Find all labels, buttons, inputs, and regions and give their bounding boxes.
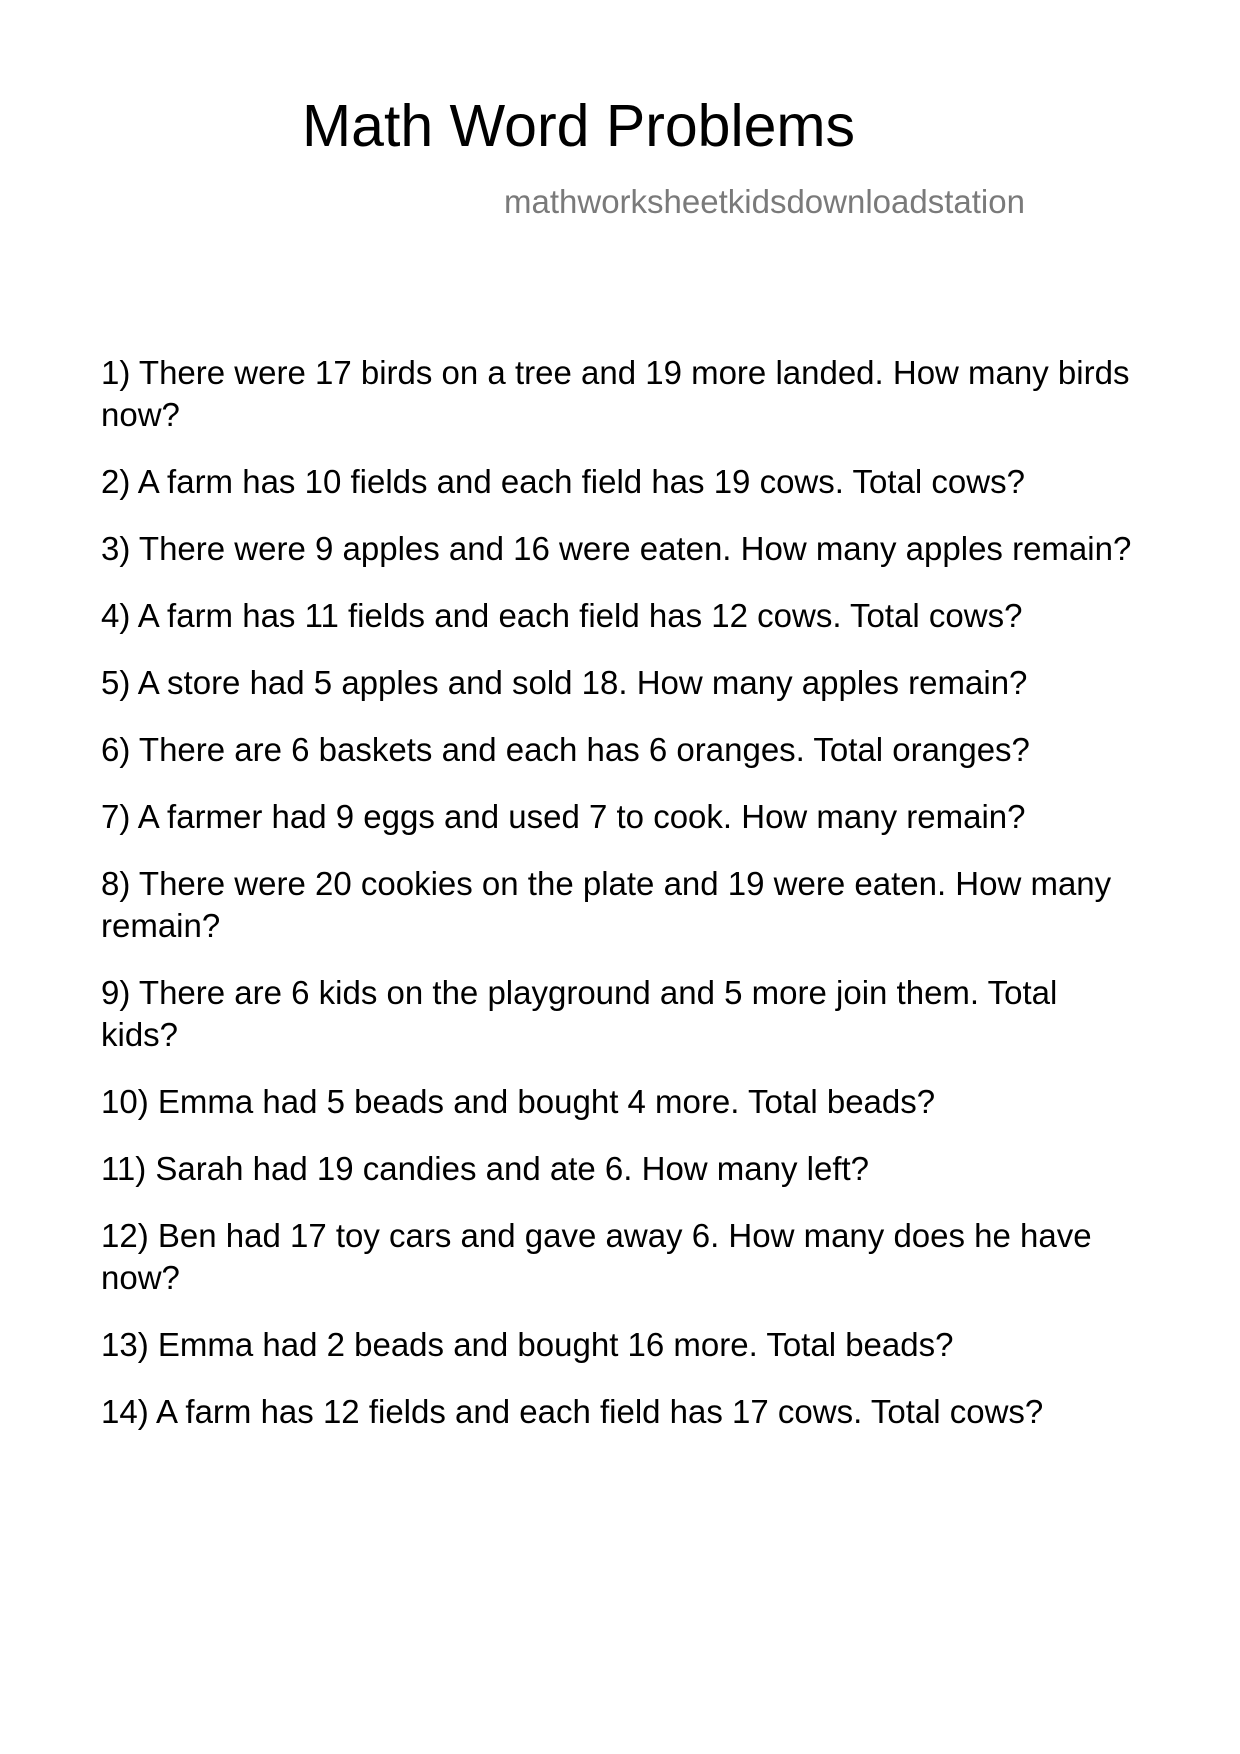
problem-2: 2) A farm has 10 fields and each field has 19 cows. Total cows?: [101, 463, 1025, 500]
problem-12: 12) Ben had 17 toy cars and gave away 6. How many does he have now?: [101, 1217, 1092, 1296]
problem-7: 7) A farmer had 9 eggs and used 7 to cook. How many remain?: [101, 798, 1026, 835]
problem-13: 13) Emma had 2 beads and bought 16 more. Total beads?: [101, 1326, 954, 1363]
problem-list: [101, 352, 1141, 1458]
page-title: Math Word Problems: [302, 93, 856, 159]
problem-6: 6) There are 6 baskets and each has 6 oranges. Total oranges?: [101, 731, 1030, 768]
problem-3: 3) There were 9 apples and 16 were eaten. How many apples remain?: [101, 530, 1132, 567]
problem-11: 11) Sarah had 19 candies and ate 6. How many left?: [101, 1150, 870, 1187]
problem-10: 10) Emma had 5 beads and bought 4 more. Total beads?: [101, 1083, 936, 1120]
problem-9: 9) There are 6 kids on the playground and 5 more join them. Total kids?: [101, 974, 1058, 1053]
problem-1: 1) There were 17 birds on a tree and 19 more landed. How many birds now?: [101, 354, 1130, 433]
problem-5: 5) A store had 5 apples and sold 18. How many apples remain?: [101, 664, 1028, 701]
problem-4: 4) A farm has 11 fields and each field has 12 cows. Total cows?: [101, 597, 1023, 634]
problem-8: 8) There were 20 cookies on the plate and 19 were eaten. How many remain?: [101, 865, 1112, 944]
problem-14: 14) A farm has 12 fields and each field has 17 cows. Total cows?: [101, 1393, 1044, 1430]
site-name: mathworksheetkidsdownloadstation: [504, 183, 1025, 220]
